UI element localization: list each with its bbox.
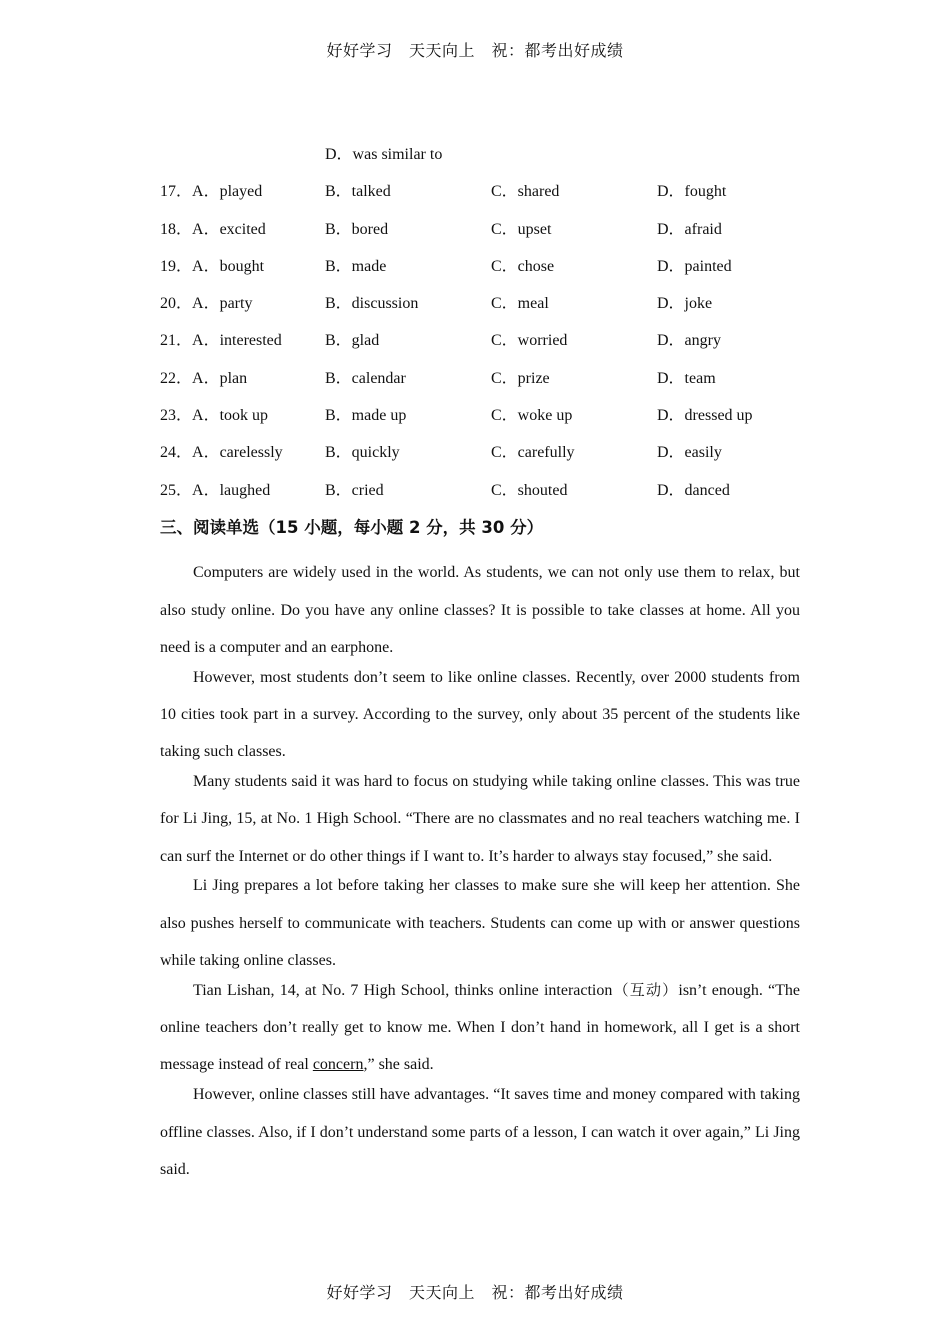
paragraph-2: However, most students don’t seem to like online classes. Recently, over 2000 students from 10 cities took part in a survey. According to the survey, only about 35 percent of the students like taking such classes. bbox=[160, 668, 800, 761]
question-number-option-a bbox=[160, 368, 247, 390]
option-b: B．glad bbox=[325, 332, 380, 350]
question-number: 18． bbox=[160, 220, 193, 238]
option-c: C．shared bbox=[491, 183, 560, 201]
option-c: C．woke up bbox=[491, 407, 573, 425]
option-d: D．danced bbox=[657, 481, 730, 499]
option-a: A．party bbox=[192, 295, 253, 313]
question-row bbox=[160, 293, 800, 330]
question-row bbox=[160, 480, 800, 517]
question-row bbox=[160, 330, 800, 367]
option-d: D．dressed up bbox=[657, 407, 753, 425]
paragraph-5-part-a: Tian Lishan, 14, at No. 7 High School, thinks online interaction bbox=[193, 981, 613, 999]
option-c: C．upset bbox=[491, 220, 552, 238]
option-a: A．took up bbox=[192, 407, 269, 425]
question-number: 19． bbox=[160, 257, 193, 275]
paragraph-5-gloss: （互动） bbox=[612, 980, 679, 999]
option-c: C．chose bbox=[491, 257, 555, 275]
question-number-option-a bbox=[160, 181, 262, 203]
option-b: B．bored bbox=[325, 220, 389, 238]
question-row bbox=[160, 442, 800, 479]
option-d: D．team bbox=[657, 369, 716, 387]
option-c: C．carefully bbox=[491, 444, 575, 462]
option-c: C．meal bbox=[491, 295, 549, 313]
prev-question-option-d bbox=[160, 144, 800, 181]
option-b: B．made bbox=[325, 257, 387, 275]
document-body bbox=[160, 144, 800, 1188]
option-d: D．joke bbox=[657, 295, 713, 313]
paragraph-5-part-b: isn’t enough. “The online teachers don’t really get to know me. When I don’t hand in homework, all I get is a short message instead of real bbox=[160, 981, 801, 1074]
question-number: 24． bbox=[160, 444, 193, 462]
question-row bbox=[160, 368, 800, 405]
option-c: C．shouted bbox=[491, 481, 568, 499]
question-number: 23． bbox=[160, 407, 193, 425]
option-c: C．prize bbox=[491, 369, 550, 387]
option-b: B．quickly bbox=[325, 444, 400, 462]
question-number-option-a bbox=[160, 219, 266, 241]
option-a: A．carelessly bbox=[192, 444, 283, 462]
question-number-option-a bbox=[160, 442, 283, 464]
option-a: A．played bbox=[192, 183, 263, 201]
question-number: 21． bbox=[160, 332, 193, 350]
question-number-option-a bbox=[160, 405, 268, 427]
option-d: D．easily bbox=[657, 444, 722, 462]
question-row bbox=[160, 219, 800, 256]
option-a: A．plan bbox=[192, 369, 248, 387]
question-row bbox=[160, 256, 800, 293]
paragraph-6: However, online classes still have advantages. “It saves time and money compared with taking offline classes. Also, if I don’t understand some parts of a lesson, I can watch it over again,” Li Jing said. bbox=[160, 1086, 800, 1178]
page-footer: 好好学习 天天向上 祝：都考出好成绩 bbox=[326, 1283, 624, 1302]
option-a: A．excited bbox=[192, 220, 266, 238]
option-d: D．was similar to bbox=[325, 146, 443, 163]
option-b: B．made up bbox=[325, 407, 407, 425]
option-a: A．bought bbox=[192, 257, 265, 275]
paragraph-1: Computers are widely used in the world. As students, we can not only use them to relax, but also study online. Do you have any online classes? It is possible to take classes at home. All you need is a computer and an earphone. bbox=[160, 564, 800, 656]
question-number: 17． bbox=[160, 183, 193, 201]
paragraph-4: Li Jing prepares a lot before taking her classes to make sure she will keep her attention. She also pushes herself to communicate with teachers. Students can come up with or answer questions while taking online classes. bbox=[160, 877, 800, 970]
paragraph-5 bbox=[160, 972, 800, 1084]
reading-passage bbox=[160, 554, 800, 1188]
option-b: B．cried bbox=[325, 481, 384, 499]
question-number-option-a bbox=[160, 330, 282, 352]
paragraph-3: Many students said it was hard to focus on studying while taking online classes. This was true for Li Jing, 15, at No. 1 High School. “There are no classmates and no real teachers watching me. I can surf the Internet or do other things if I want to. It’s harder to always stay focused,” she said. bbox=[160, 773, 800, 865]
question-number-option-a bbox=[160, 480, 270, 502]
paragraph-5-part-c: ,” she said. bbox=[363, 1056, 434, 1074]
question-number: 25． bbox=[160, 481, 193, 499]
option-a: A．laughed bbox=[192, 481, 271, 499]
option-c: C．worried bbox=[491, 332, 568, 350]
page-header: 好好学习 天天向上 祝：都考出好成绩 bbox=[326, 41, 624, 60]
question-row bbox=[160, 405, 800, 442]
option-d: D．fought bbox=[657, 183, 727, 201]
question-number-option-a bbox=[160, 256, 264, 278]
options-list bbox=[160, 181, 800, 517]
option-d: D．painted bbox=[657, 257, 732, 275]
option-d: D．angry bbox=[657, 332, 721, 350]
option-b: B．discussion bbox=[325, 295, 419, 313]
question-number: 20． bbox=[160, 295, 193, 313]
option-b: B．talked bbox=[325, 183, 391, 201]
question-row bbox=[160, 181, 800, 218]
underlined-word: concern bbox=[312, 1056, 364, 1074]
section-title: 三、阅读单选（15 小题，每小题 2 分，共 30 分） bbox=[160, 517, 544, 537]
option-d: D．afraid bbox=[657, 220, 722, 238]
question-number: 22． bbox=[160, 369, 193, 387]
option-a: A．interested bbox=[192, 332, 282, 350]
option-b: B．calendar bbox=[325, 369, 406, 387]
question-number-option-a bbox=[160, 293, 252, 315]
